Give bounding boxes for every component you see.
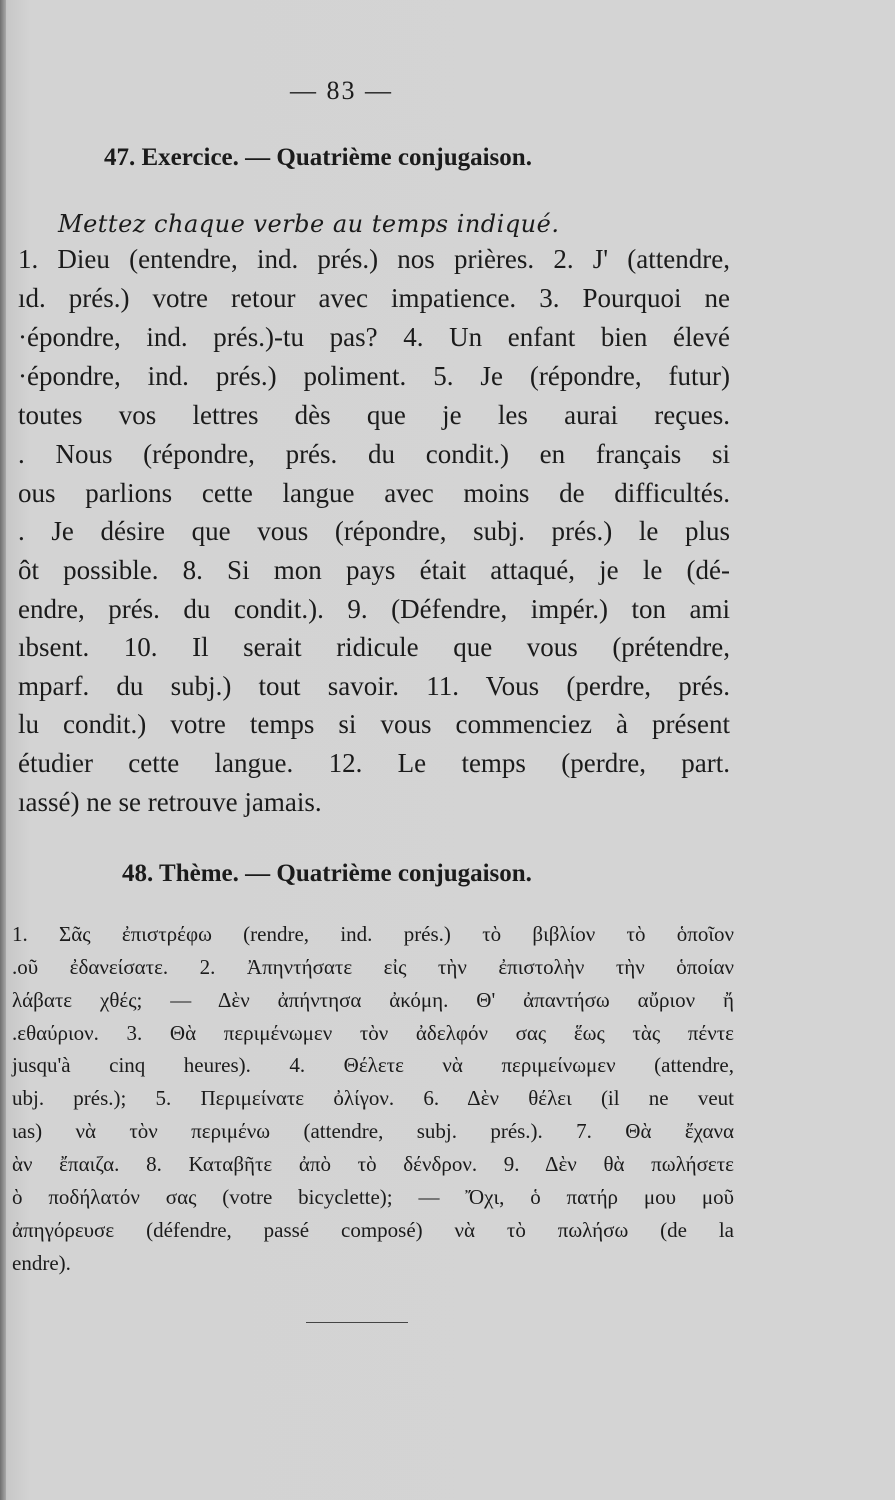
exercise-line: . Je désire que vous (répondre, subj. prés.) le plus [18,516,730,546]
theme-line: ὸ ποδήλατόν σας (votre bicyclette); — Ὄχι, ὁ πατήρ μου μοῦ [12,1185,734,1209]
theme-line: λάβατε χθές; — Δὲν ἀπήντησα ἀκόμη. Θ' ἀπαντήσω αὔριον ἤ [12,988,734,1012]
theme-line: .εθαύριον. 3. Θὰ περιμένωμεν τὸν ἀδελφόν σας ἕως τὰς πέντε [12,1021,734,1045]
exercise-line: ous parlions cette langue avec moins de difficultés. [18,478,730,508]
exercise-line: mparf. du subj.) tout savoir. 11. Vous (perdre, prés. [18,671,730,701]
binding-edge [0,0,6,1500]
exercise-line: ôt possible. 8. Si mon pays était attaqué, je le (dé- [18,555,730,585]
theme-line: ubj. prés.); 5. Περιμείνατε ὀλίγον. 6. Δὲν θέλει (il ne veut [12,1086,734,1110]
theme-line: ιas) νὰ τὸν περιμένω (attendre, subj. prés.). 7. Θὰ ἔχανα [12,1119,734,1143]
exercise-line: ·épondre, ind. prés.) poliment. 5. Je (répondre, futur) [18,361,730,391]
page-number: — 83 — [290,76,393,105]
exercise-line: étudier cette langue. 12. Le temps (perdre, part. [18,748,730,778]
theme-line: endre). [12,1251,71,1275]
exercise-line: endre, prés. du condit.). 9. (Défendre, impér.) ton ami [18,594,730,624]
exercise-title: 47. Exercice. — Quatrième conjugaison. [104,144,532,171]
exercise-instruction: Mettez chaque verbe au temps indiqué. [58,210,560,238]
exercise-line: toutes vos lettres dès que je les aurai reçues. [18,400,730,430]
exercise-line: lu condit.) votre temps si vous commenciez à présent [18,709,730,739]
exercise-line: ıbsent. 10. Il serait ridicule que vous (prétendre, [18,632,730,662]
exercise-line: ıd. prés.) votre retour avec impatience. 3. Pourquoi ne [18,283,730,313]
theme-line: 1. Σᾶς ἐπιστρέφω (rendre, ind. prés.) τὸ βιβλίον τὸ ὁποῖον [12,922,734,946]
theme-line: jusqu'à cinq heures). 4. Θέλετε νὰ περιμείνωμεν (attendre, [12,1053,734,1077]
theme-title: 48. Thème. — Quatrième conjugaison. [122,860,532,887]
closing-rule [306,1322,408,1323]
exercise-line: . Nous (répondre, prés. du condit.) en français si [18,439,730,469]
exercise-line: ıassé) ne se retrouve jamais. [18,787,322,817]
theme-line: ὰν ἔπαιζα. 8. Καταβῆτε ἀπὸ τὸ δένδρον. 9. Δὲν θὰ πωλήσετε [12,1152,734,1176]
theme-line: ἀπηγόρευσε (défendre, passé composé) νὰ τὸ πωλήσω (de la [12,1218,734,1242]
exercise-line: 1. Dieu (entendre, ind. prés.) nos prières. 2. J' (attendre, [18,244,730,274]
exercise-line: ·épondre, ind. prés.)-tu pas? 4. Un enfant bien élevé [18,322,730,352]
theme-line: .οῦ ἐδανείσατε. 2. Ἀπηντήσατε εἰς τὴν ἐπιστολὴν τὴν ὁποίαν [12,955,734,979]
